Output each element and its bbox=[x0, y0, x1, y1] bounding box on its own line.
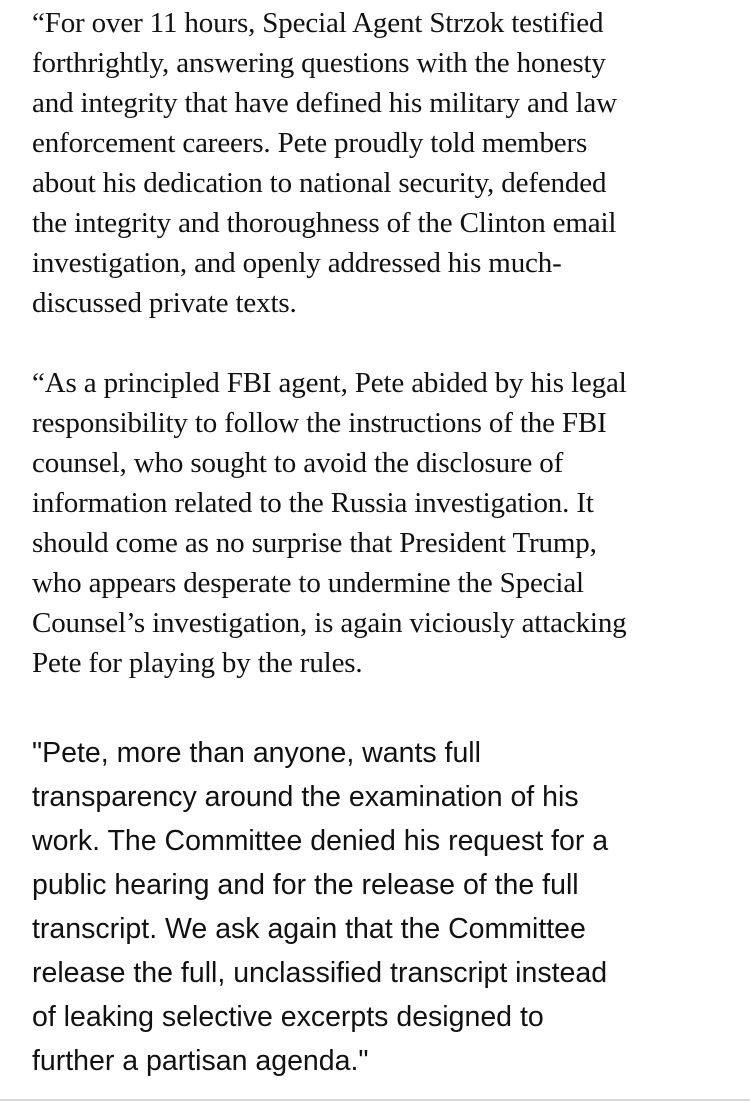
text-line: release the full, unclassified transcript instead bbox=[32, 957, 608, 989]
text-line: investigation, and openly addressed his much- bbox=[32, 247, 562, 279]
text-line: counsel, who sought to avoid the disclosure of bbox=[32, 447, 564, 479]
text-line: public hearing and for the release of the full bbox=[32, 869, 579, 901]
text-line: responsibility to follow the instructions of the FBI bbox=[32, 407, 607, 439]
text-line: about his dedication to national security, defended bbox=[32, 167, 607, 199]
text-line: “For over 11 hours, Special Agent Strzok testified bbox=[32, 7, 604, 39]
text-line: the integrity and thoroughness of the Clinton email bbox=[32, 207, 617, 239]
text-line: “As a principled FBI agent, Pete abided by his legal bbox=[32, 367, 627, 399]
statement-paragraph-1 bbox=[32, 3, 617, 323]
text-line: transcript. We ask again that the Committee bbox=[32, 913, 586, 945]
text-line: information related to the Russia investigation. It bbox=[32, 487, 594, 519]
text-line: forthrightly, answering questions with the honesty bbox=[32, 47, 606, 79]
text-line: work. The Committee denied his request for a bbox=[32, 825, 609, 857]
statement-paragraph-3 bbox=[32, 731, 608, 1083]
text-line: discussed private texts. bbox=[32, 287, 297, 319]
text-line: who appears desperate to undermine the Special bbox=[32, 567, 584, 599]
text-line: further a partisan agenda." bbox=[32, 1045, 369, 1077]
statement-paragraph-2 bbox=[32, 363, 627, 683]
text-line: of leaking selective excerpts designed to bbox=[32, 1001, 544, 1033]
text-line: Pete for playing by the rules. bbox=[32, 647, 363, 679]
text-line: transparency around the examination of his bbox=[32, 781, 579, 813]
text-line: should come as no surprise that President Trump, bbox=[32, 527, 597, 559]
text-line: Counsel’s investigation, is again viciously attacking bbox=[32, 607, 627, 639]
text-line: "Pete, more than anyone, wants full bbox=[32, 737, 481, 769]
text-line: enforcement careers. Pete proudly told members bbox=[32, 127, 588, 159]
text-line: and integrity that have defined his military and law bbox=[32, 87, 617, 119]
